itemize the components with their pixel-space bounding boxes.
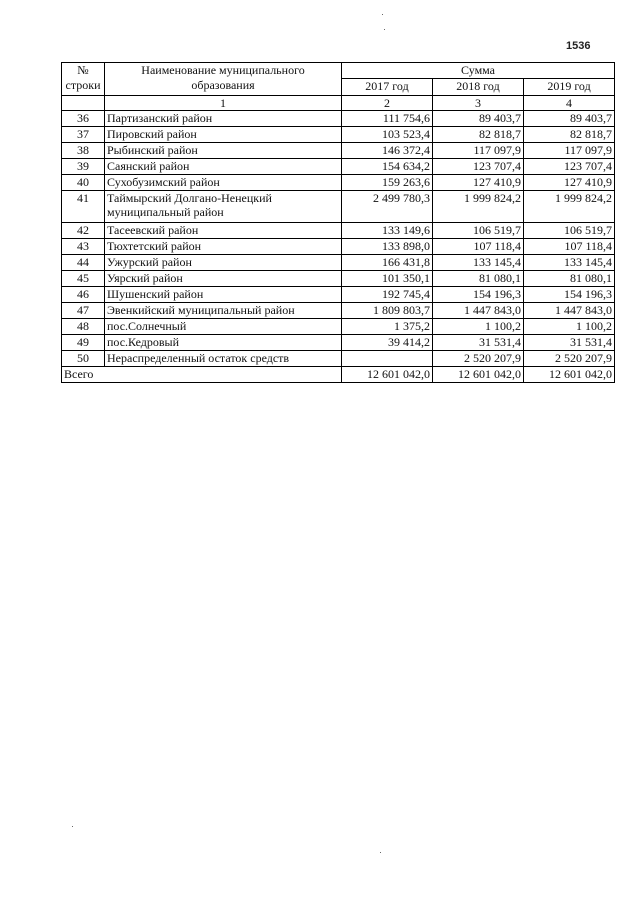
amount-2017: 103 523,4: [342, 127, 433, 143]
municipality-name: [105, 159, 342, 175]
table-body: [62, 111, 615, 367]
header-name-line1: Наименование муниципального: [141, 63, 305, 77]
amount-2017: 192 745,4: [342, 287, 433, 303]
amount-2019: 31 531,4: [524, 335, 615, 351]
amount-2018: 154 196,3: [433, 287, 524, 303]
municipality-name-line: Тюхтетский район: [107, 239, 202, 253]
amount-2018: 123 707,4: [433, 159, 524, 175]
municipality-name-line: муниципальный район: [107, 205, 224, 219]
municipality-name: [105, 223, 342, 239]
municipality-name: [105, 255, 342, 271]
amount-2018: 127 410,9: [433, 175, 524, 191]
row-number: 47: [62, 303, 105, 319]
table-row: [62, 287, 615, 303]
row-number: 38: [62, 143, 105, 159]
row-number: 48: [62, 319, 105, 335]
table-row: [62, 175, 615, 191]
amount-2017: 101 350,1: [342, 271, 433, 287]
table-row: [62, 111, 615, 127]
amount-2017: [342, 351, 433, 367]
municipality-name-line: Уярский район: [107, 271, 183, 285]
table-row: [62, 271, 615, 287]
amount-2018: 1 447 843,0: [433, 303, 524, 319]
amount-2017: 2 499 780,3: [342, 191, 433, 223]
total-2019: 12 601 042,0: [524, 367, 615, 383]
amount-2017: 39 414,2: [342, 335, 433, 351]
row-number: 45: [62, 271, 105, 287]
table-header: [62, 63, 615, 111]
amount-2019: 106 519,7: [524, 223, 615, 239]
amount-2017: 133 898,0: [342, 239, 433, 255]
table-row: [62, 255, 615, 271]
scan-speck: [380, 852, 381, 853]
municipality-name: [105, 143, 342, 159]
page-number: 1536: [566, 40, 591, 52]
amount-2018: 1 999 824,2: [433, 191, 524, 223]
index-cell: [62, 96, 105, 111]
row-number: 49: [62, 335, 105, 351]
header-no-word: строки: [65, 78, 101, 92]
municipality-name: [105, 127, 342, 143]
municipality-name: [105, 319, 342, 335]
row-number: 42: [62, 223, 105, 239]
table-row: [62, 319, 615, 335]
municipality-name: [105, 239, 342, 255]
municipality-name-line: Саянский район: [107, 159, 190, 173]
total-row: [62, 367, 615, 383]
municipality-name: [105, 287, 342, 303]
table-row: [62, 335, 615, 351]
row-number: 44: [62, 255, 105, 271]
header-name: [105, 63, 342, 96]
amount-2019: 117 097,9: [524, 143, 615, 159]
amount-2018: 107 118,4: [433, 239, 524, 255]
amount-2018: 81 080,1: [433, 271, 524, 287]
row-number: 41: [62, 191, 105, 223]
amount-2019: 1 447 843,0: [524, 303, 615, 319]
header-name-line2: образования: [191, 78, 255, 92]
municipality-name: [105, 175, 342, 191]
scan-speck: [384, 29, 385, 30]
budget-table: [61, 62, 615, 383]
municipality-name-line: Сухобузимский район: [107, 175, 220, 189]
municipality-name-line: Таймырский Долгано-Ненецкий: [107, 191, 272, 205]
municipality-name-line: Рыбинский район: [107, 143, 198, 157]
index-cell: 4: [524, 96, 615, 111]
amount-2017: 159 263,6: [342, 175, 433, 191]
municipality-name-line: Нераспределенный остаток средств: [107, 351, 290, 365]
amount-2019: 133 145,4: [524, 255, 615, 271]
amount-2019: 107 118,4: [524, 239, 615, 255]
index-cell: 1: [105, 96, 342, 111]
amount-2018: 89 403,7: [433, 111, 524, 127]
row-number: 36: [62, 111, 105, 127]
amount-2017: 1 809 803,7: [342, 303, 433, 319]
amount-2019: 2 520 207,9: [524, 351, 615, 367]
table-row: [62, 191, 615, 223]
amount-2018: 82 818,7: [433, 127, 524, 143]
table-row: [62, 303, 615, 319]
header-row-number: [62, 63, 105, 96]
municipality-name: [105, 303, 342, 319]
header-year-2019: 2019 год: [524, 79, 615, 96]
amount-2019: 89 403,7: [524, 111, 615, 127]
row-number: 46: [62, 287, 105, 303]
municipality-name-line: пос.Кедровый: [107, 335, 180, 349]
municipality-name: [105, 191, 342, 223]
table-row: [62, 351, 615, 367]
amount-2019: 82 818,7: [524, 127, 615, 143]
amount-2019: 154 196,3: [524, 287, 615, 303]
amount-2017: 111 754,6: [342, 111, 433, 127]
index-cell: 3: [433, 96, 524, 111]
municipality-name: [105, 271, 342, 287]
municipality-name: [105, 351, 342, 367]
scan-speck: [382, 14, 383, 15]
row-number: 43: [62, 239, 105, 255]
municipality-name-line: Шушенский район: [107, 287, 204, 301]
header-sum: Сумма: [342, 63, 615, 79]
amount-2017: 146 372,4: [342, 143, 433, 159]
amount-2018: 2 520 207,9: [433, 351, 524, 367]
amount-2019: 127 410,9: [524, 175, 615, 191]
amount-2019: 123 707,4: [524, 159, 615, 175]
municipality-name-line: Пировский район: [107, 127, 197, 141]
table-row: [62, 239, 615, 255]
total-2018: 12 601 042,0: [433, 367, 524, 383]
amount-2018: 106 519,7: [433, 223, 524, 239]
amount-2019: 1 999 824,2: [524, 191, 615, 223]
row-number: 39: [62, 159, 105, 175]
total-2017: 12 601 042,0: [342, 367, 433, 383]
municipality-name: [105, 111, 342, 127]
amount-2018: 1 100,2: [433, 319, 524, 335]
municipality-name-line: пос.Солнечный: [107, 319, 187, 333]
amount-2018: 31 531,4: [433, 335, 524, 351]
table-row: [62, 159, 615, 175]
municipality-name-line: Партизанский район: [107, 111, 213, 125]
amount-2017: 166 431,8: [342, 255, 433, 271]
table-row: [62, 143, 615, 159]
index-cell: 2: [342, 96, 433, 111]
header-year-2017: 2017 год: [342, 79, 433, 96]
header-no-symbol: №: [77, 63, 89, 77]
municipality-name-line: Тасеевский район: [107, 223, 199, 237]
amount-2018: 117 097,9: [433, 143, 524, 159]
amount-2019: 1 100,2: [524, 319, 615, 335]
municipality-name-line: Эвенкийский муниципальный район: [107, 303, 295, 317]
municipality-name: [105, 335, 342, 351]
municipality-name-line: Ужурский район: [107, 255, 192, 269]
amount-2017: 133 149,6: [342, 223, 433, 239]
row-number: 40: [62, 175, 105, 191]
scan-speck: [72, 826, 73, 827]
amount-2017: 1 375,2: [342, 319, 433, 335]
row-number: 50: [62, 351, 105, 367]
total-label: Всего: [62, 367, 342, 383]
table-row: [62, 127, 615, 143]
header-year-2018: 2018 год: [433, 79, 524, 96]
amount-2019: 81 080,1: [524, 271, 615, 287]
amount-2018: 133 145,4: [433, 255, 524, 271]
table-row: [62, 223, 615, 239]
amount-2017: 154 634,2: [342, 159, 433, 175]
row-number: 37: [62, 127, 105, 143]
